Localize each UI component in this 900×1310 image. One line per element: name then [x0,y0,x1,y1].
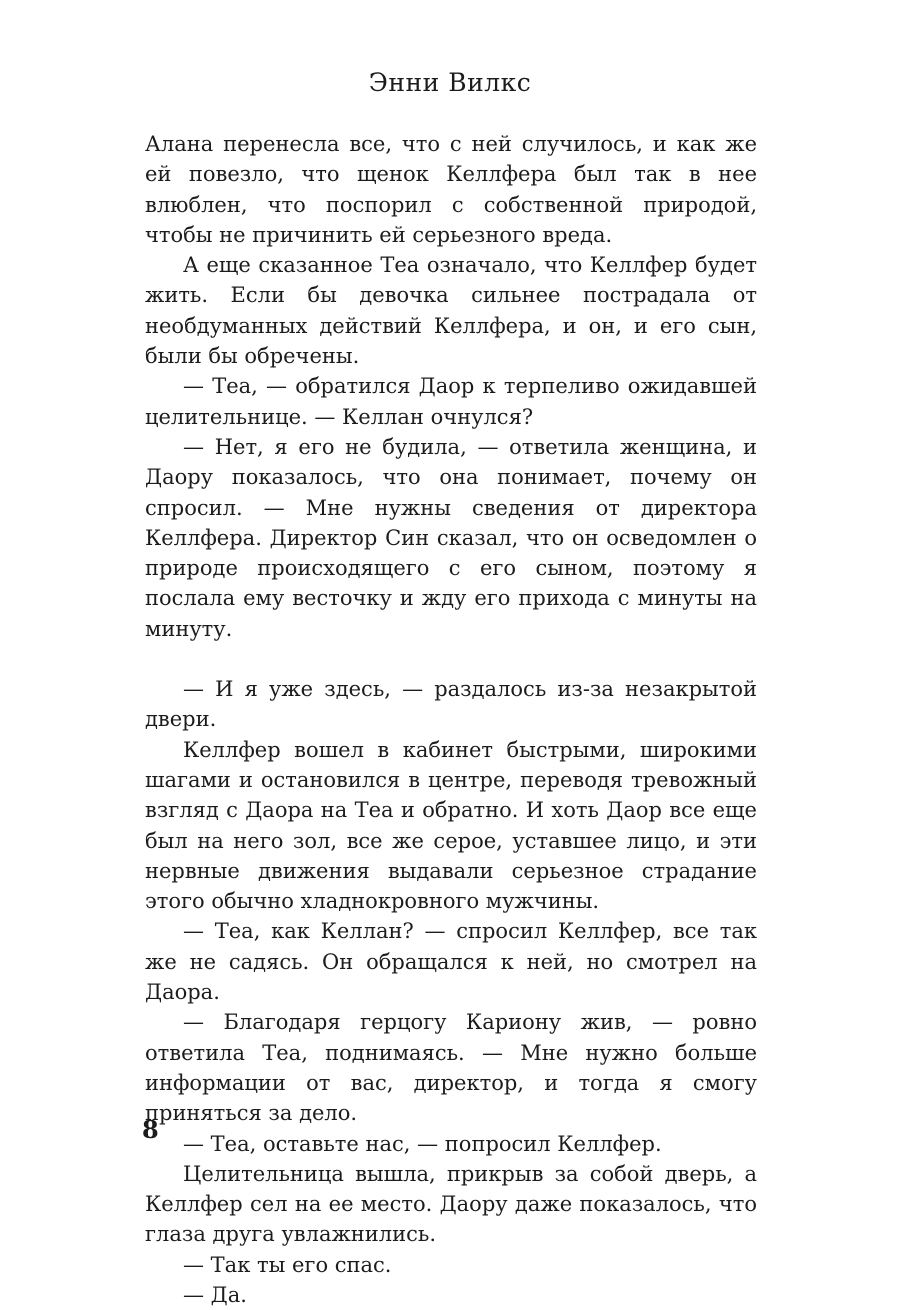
paragraph-11: — Так ты его спас. [183,1252,392,1277]
paragraph-6: Келлфер вошел в кабинет быстрыми, широкими шагами и остановился в центре, переводя тревожный взгляд с Даора на Теа и обратно. И хоть Даор все еще был на него зол, все же серое, уставшее лицо, и эти нервные движения выдавали серьезное страдание этого обычно хладнокровного мужчины. [145,737,757,914]
paragraph-2: А еще сказанное Теа означало, что Келлфер будет жить. Если бы девочка сильнее пострадала от необдуманных действий Келлфера, и он, и его сын, были бы обречены. [145,253,757,369]
paragraph-3: — Теа, — обратился Даор к терпеливо ожидавшей целительнице. — Келлан очнулся? [145,374,757,429]
paragraph-8: — Благодаря герцогу Кариону жив, — ровно ответила Теа, поднимаясь. — Мне нужно больше информации от вас, директор, и тогда я смогу приняться за дело. [145,1010,757,1126]
page-number: 8 [142,1115,159,1144]
body-text [145,129,757,1310]
section-break [145,644,757,674]
running-head-author: Энни Вилкс [368,68,532,97]
paragraph-10: Целительница вышла, прикрыв за собой дверь, а Келлфер сел на ее место. Даору даже показалось, что глаза друга увлажнились. [145,1161,757,1247]
paragraph-12: — Да. [183,1282,247,1307]
paragraph-4: — Нет, я его не будила, — ответила женщина, и Даору показалось, что она понимает, почему он спросил. — Мне нужны сведения от директора Келлфера. Директор Син сказал, что он осведомлен о природе происходящего с его сыном, поэтому я послала ему весточку и жду его прихода с минуты на минуту. [145,434,757,641]
paragraph-1: Алана перенесла все, что с ней случилось, и как же ей повезло, что щенок Келлфера был так в нее влюблен, что поспорил с собственной природой, чтобы не причинить ей серьезного вреда. [145,132,757,247]
paragraph-9: — Теа, оставьте нас, — попросил Келлфер. [183,1131,662,1156]
paragraph-7: — Теа, как Келлан? — спросил Келлфер, все так же не садясь. Он обращался к ней, но смотрел на Даора. [145,919,757,1005]
paragraph-5: — И я уже здесь, — раздалось из-за незакрытой двери. [145,677,757,732]
